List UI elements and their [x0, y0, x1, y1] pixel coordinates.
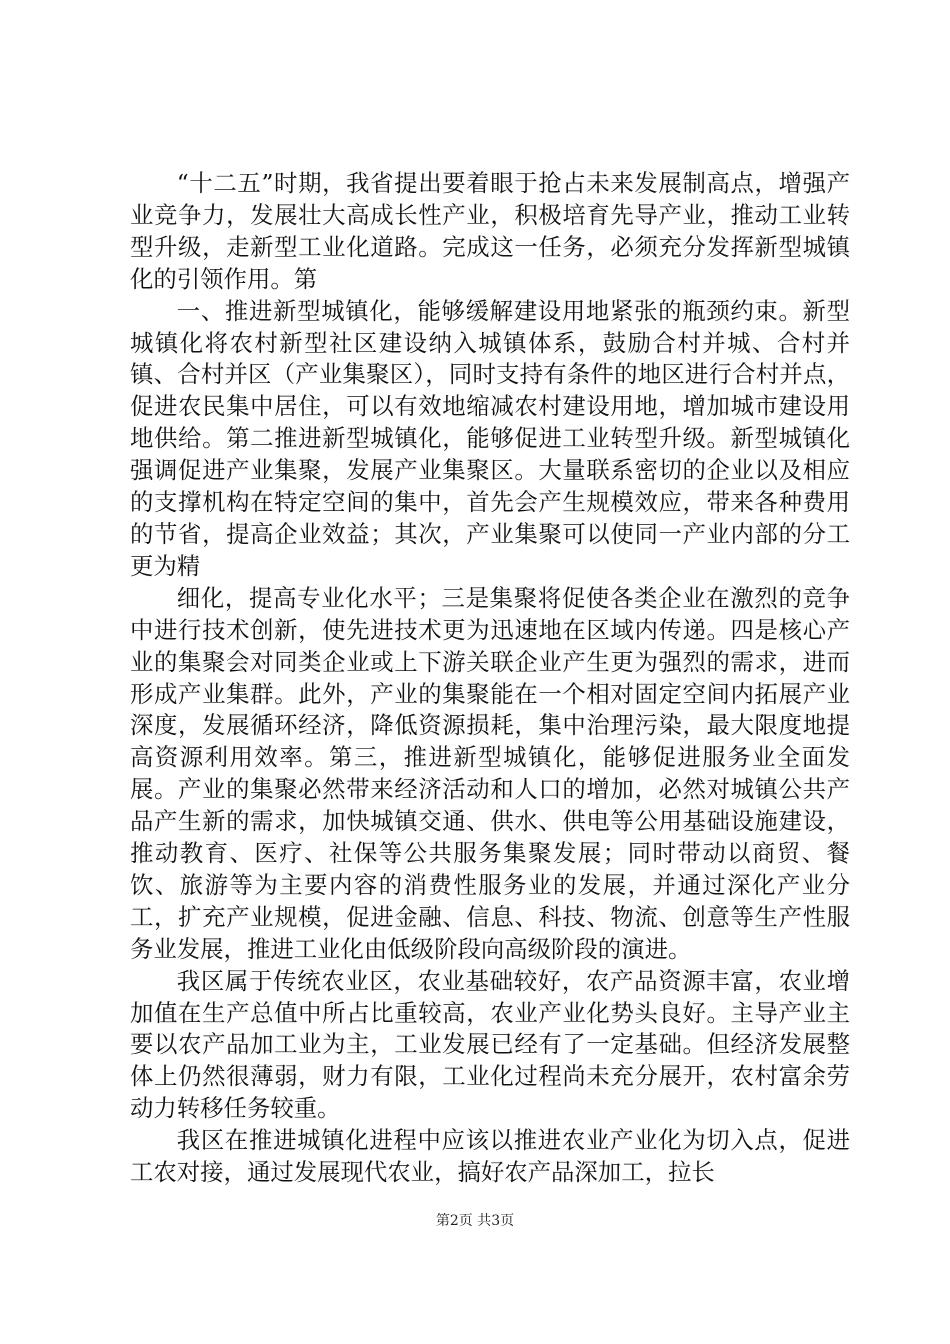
paragraph-1: “十二五”时期，我省提出要着眼于抢占未来发展制高点，增强产业竞争力，发展壮大高成长性产业，积极培育先导产业，推动工业转型升级，走新型工业化道路。完成这一任务，必须充分发挥新型城镇化的引领作用。第 [130, 169, 850, 293]
paragraph-3: 细化，提高专业化水平；三是集聚将促使各类企业在激烈的竞争中进行技术创新，使先进技术更为迅速地在区域内传递。四是核心产业的集聚会对同类企业或上下游关联企业产生更为强烈的需求，进而形成产业集群。此外，产业的集聚能在一个相对固定空间内拓展产业深度，发展循环经济，降低资源损耗，集中治理污染，最大限度地提高资源利用效率。第三，推进新型城镇化，能够促进服务业全面发展。产业的集聚必然带来经济活动和人口的增加，必然对城镇公共产品产生新的需求，加快城镇交通、供水、供电等公用基础设施建设，推动教育、医疗、社保等公共服务集聚发展；同时带动以商贸、餐饮、旅游等为主要内容的消费性服务业的发展，并通过深化产业分工，扩充产业规模，促进金融、信息、科技、物流、创意等生产性服务业发展，推进工业化由低级阶段向高级阶段的演进。 [130, 583, 850, 963]
paragraph-2: 一、推进新型城镇化，能够缓解建设用地紧张的瓶颈约束。新型城镇化将农村新型社区建设纳入城镇体系，鼓励合村并城、合村并镇、合村并区（产业集聚区），同时支持有条件的地区进行合村并点，促进农民集中居住，可以有效地缩减农村建设用地，增加城市建设用地供给。第二推进新型城镇化，能够促进工业转型升级。新型城镇化强调促进产业集聚，发展产业集聚区。大量联系密切的企业以及相应的支撑机构在特定空间的集中，首先会产生规模效应，带来各种费用的节省，提高企业效益；其次，产业集聚可以使同一产业内部的分工更为精 [130, 296, 850, 580]
document-body [130, 168, 850, 1189]
paragraph-4: 我区属于传统农业区，农业基础较好，农产品资源丰富，农业增加值在生产总值中所占比重较高，农业产业化势头良好。主导产业主要以农产品加工业为主，工业发展已经有了一定基础。但经济发展整体上仍然很薄弱，财力有限，工业化过程尚未充分展开，农村富余劳动力转移任务较重。 [130, 966, 850, 1123]
page-footer: 第2页 共3页 [435, 1213, 515, 1229]
paragraph-5: 我区在推进城镇化进程中应该以推进农业产业化为切入点，促进工农对接，通过发展现代农业，搞好农产品深加工，拉长 [130, 1126, 850, 1187]
